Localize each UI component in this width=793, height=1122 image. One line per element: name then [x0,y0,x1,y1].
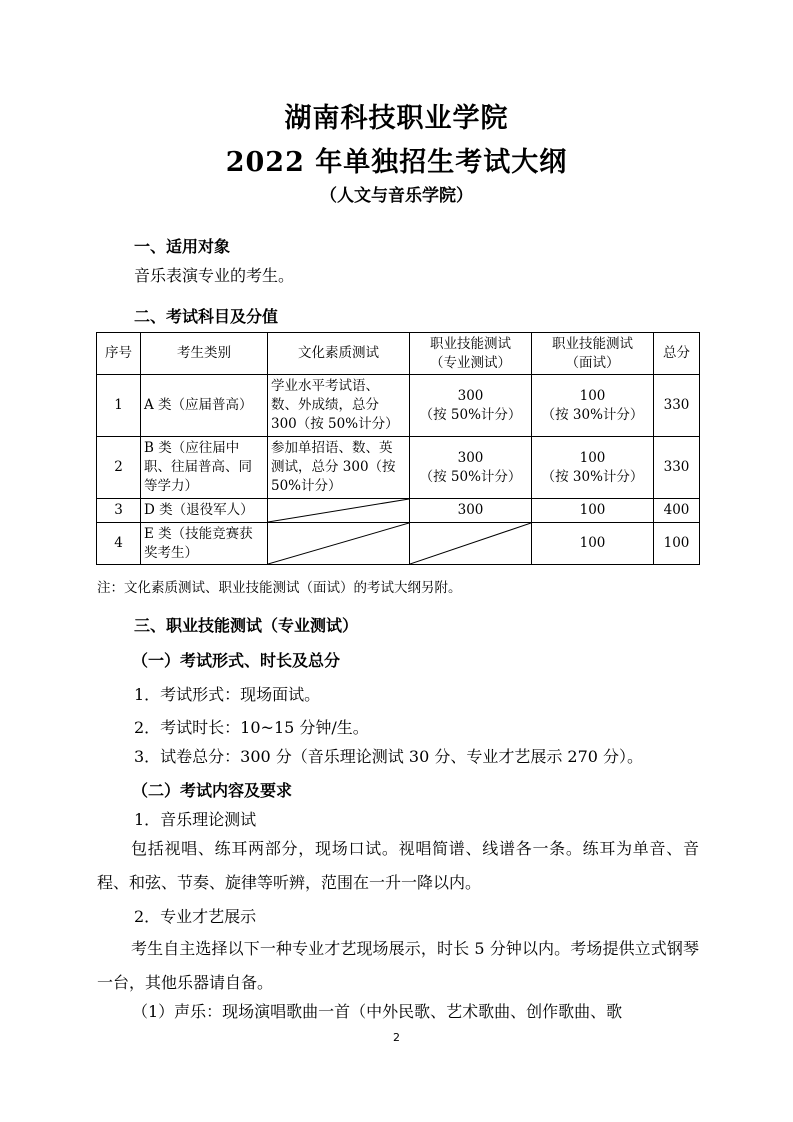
doc-title-line2: 2022 年单独招生考试大纲 [225,147,568,178]
cell-interview [532,375,654,437]
paragraph-text: 包括视唱、练耳两部分，现场口试。视唱简谱、线谱各一条。练耳为单音、音程、和弦、节奏、旋律等听辨，范围在一升一降以内。 [97,839,699,892]
cell-category: A 类（应届普高） [141,375,268,437]
sub1-heading: （一）考试形式、时长及总分 [132,651,341,670]
cell-culture [268,437,410,499]
cell-interview: 100 [532,523,654,565]
table-row [97,499,700,523]
score-table [96,332,700,565]
header-cell-interview [532,333,654,375]
culture-line: 数、外成绩，总分 [271,397,379,413]
cell-no: 4 [97,523,141,565]
header-cell-no: 序号 [97,333,141,375]
sub2-item2: 2．专业才艺展示 [134,907,257,926]
sub1-item: 3．试卷总分：300 分（音乐理论测试 30 分、专业才艺展示 270 分）。 [134,747,644,766]
cell-no: 3 [97,499,141,523]
header-pro-line1: 职业技能测试 [430,335,511,352]
table-row [97,437,700,499]
cell-total: 400 [654,499,700,523]
sub2-heading: （二）考试内容及要求 [132,781,293,800]
page-number: 2 [393,1031,400,1044]
culture-line: 300（按 50%计分） [271,416,399,432]
cell-category [141,523,268,565]
cell-culture-empty [268,499,410,523]
culture-line: 参加单招语、数、英 [271,440,393,456]
cell-no: 1 [97,375,141,437]
category-line: E 类（技能竞赛获 [144,525,253,542]
table-note: 注：文化素质测试、职业技能测试（面试）的考试大纲另附。 [97,580,462,596]
culture-line: 测试，总分 300（按 [271,459,396,475]
header-cell-total: 总分 [654,333,700,375]
cell-pro [410,375,532,437]
paragraph-text: 考生自主选择以下一种专业才艺现场展示，时长 5 分钟以内。考场提供立式钢琴一台，其他乐器请自备。 [97,939,699,992]
interview-weight: （按 30%计分） [541,468,644,485]
header-pro-line2: （专业测试） [430,354,511,371]
sub2-item1: 1．音乐理论测试 [134,810,257,829]
diagonal-slash [268,499,409,522]
cell-category [141,437,268,499]
doc-title-line1: 湖南科技职业学院 [284,103,509,134]
category-line: B 类（应往届中 [144,440,240,456]
pro-weight: （按 50%计分） [419,468,522,485]
table-row [97,375,700,437]
cell-culture [268,375,410,437]
cell-culture-empty [268,523,410,565]
header-interview-line1: 职业技能测试 [552,335,633,352]
cell-total: 100 [654,523,700,565]
cell-pro: 300 [410,499,532,523]
cell-category: D 类（退役军人） [141,499,268,523]
sub1-item: 1．考试形式：现场面试。 [134,685,321,704]
category-line: 职、往届普高、同 [144,459,252,475]
culture-line: 学业水平考试语、 [271,378,379,394]
cell-pro [410,437,532,499]
section2-heading: 二、考试科目及分值 [134,307,279,326]
cell-total: 330 [654,375,700,437]
cell-pro-empty [410,523,532,565]
section1-heading: 一、适用对象 [134,237,231,256]
category-line: 奖考生） [144,544,198,561]
sub1-item: 2．考试时长：10~15 分钟/生。 [134,718,369,737]
section1-text: 音乐表演专业的考生。 [134,266,295,285]
diagonal-slash [268,523,409,564]
pro-score: 300 [457,449,484,466]
interview-score: 100 [579,449,606,466]
header-interview-line2: （面试） [565,354,620,371]
cell-no: 2 [97,437,141,499]
section3-heading: 三、职业技能测试（专业测试） [134,616,359,635]
header-cell-category: 考生类别 [141,333,268,375]
paragraph-ear-training [97,832,699,900]
cell-total: 330 [654,437,700,499]
pro-weight: （按 50%计分） [419,406,522,423]
doc-subtitle: （人文与音乐学院） [320,186,473,206]
paragraph-talent [97,932,699,1000]
interview-score: 100 [579,387,606,404]
table-row [97,523,700,565]
cell-interview: 100 [532,499,654,523]
interview-weight: （按 30%计分） [541,406,644,423]
cell-interview [532,437,654,499]
category-line: 等学力） [144,478,198,494]
diagonal-slash [410,523,531,564]
header-cell-culture: 文化素质测试 [268,333,410,375]
paragraph-vocal: （1）声乐：现场演唱歌曲一首（中外民歌、艺术歌曲、创作歌曲、歌 [132,1002,623,1021]
table-header-row [97,333,700,375]
header-cell-pro [410,333,532,375]
pro-score: 300 [457,387,484,404]
culture-line: 50%计分） [271,478,342,494]
